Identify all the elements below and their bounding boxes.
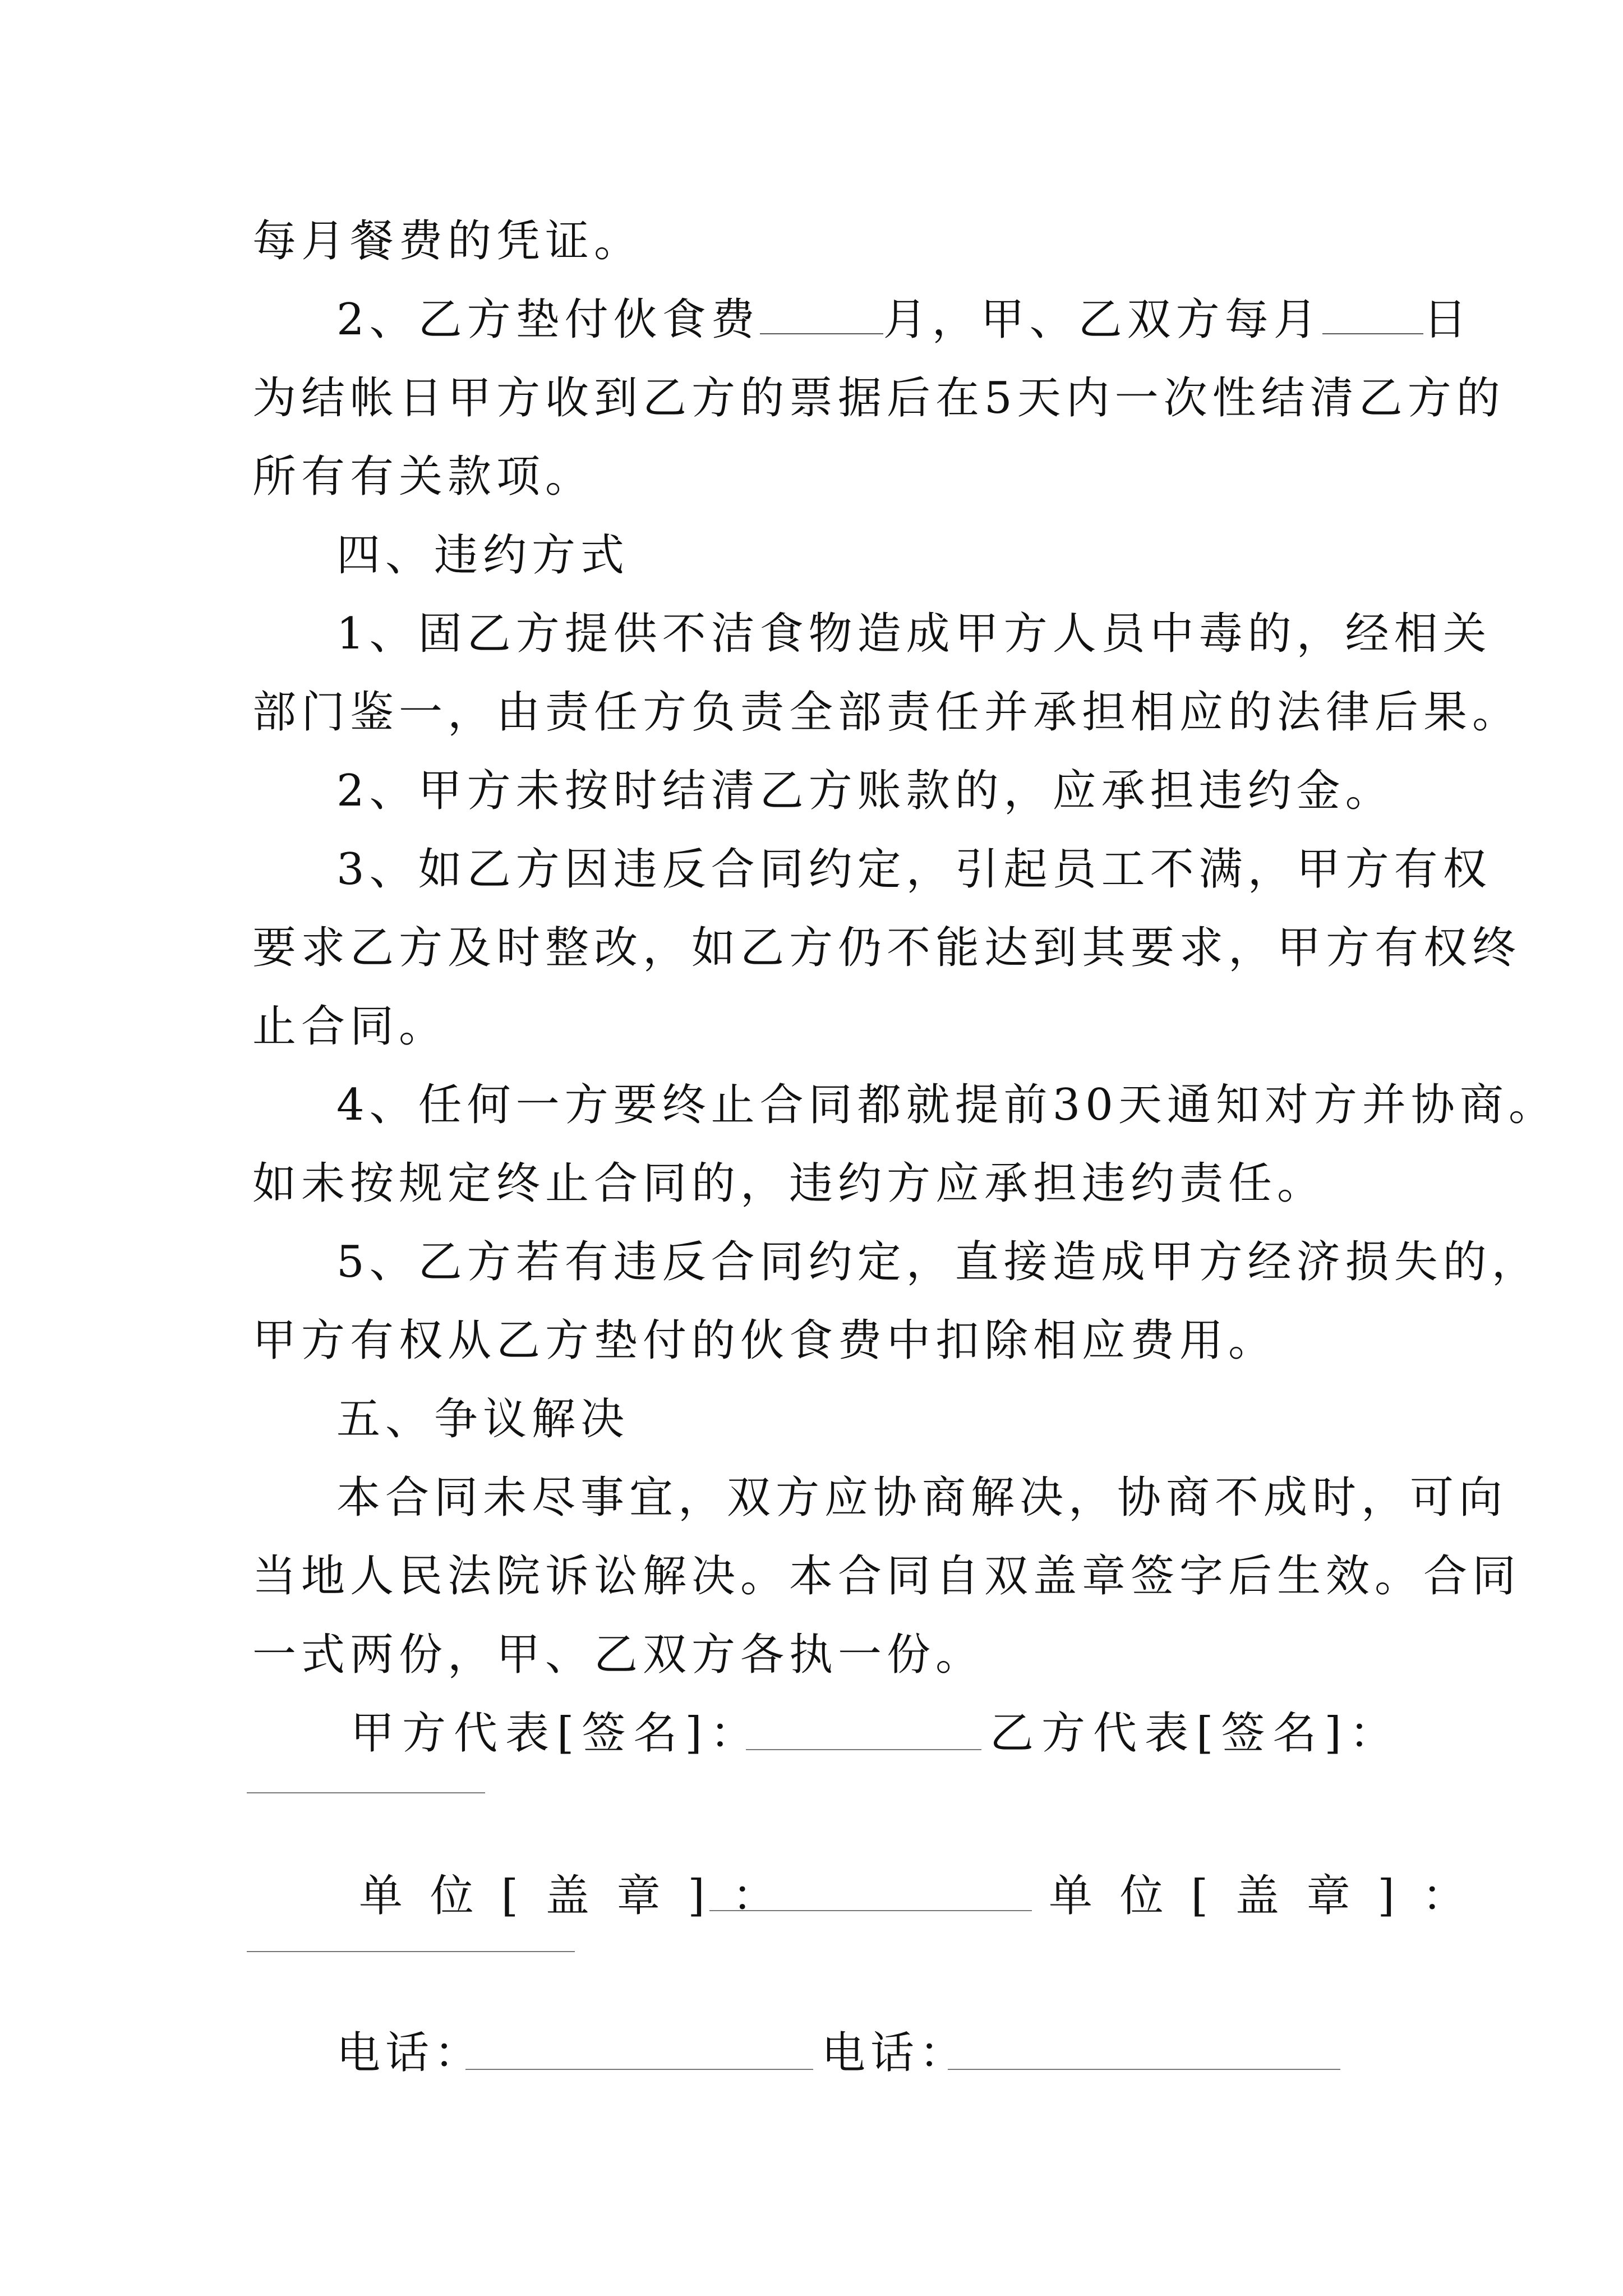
line-text: 每月餐费的凭证。: [252, 216, 643, 266]
party-b-rep-label: 乙方代表[签名]：: [990, 1708, 1401, 1759]
party-a-rep-label: 甲方代表[签名]：: [351, 1708, 762, 1759]
section-heading: [336, 1391, 629, 1447]
line-text: 如未按规定终止合同的，违约方应承担违约责任。: [252, 1158, 1326, 1209]
text-line: [252, 449, 594, 505]
line-text: 1、固乙方提供不洁食物造成甲方人员中毒的，经相关: [336, 609, 1492, 659]
text-line: [252, 1313, 1277, 1369]
line-text: 2、甲方未按时结清乙方账款的，应承担违约金。: [336, 766, 1394, 816]
text-line: [336, 292, 1472, 348]
line-text: 所有有关款项。: [252, 452, 594, 502]
party-b-unit-label: 单 位 [ 盖 章 ] ：: [1049, 1871, 1473, 1921]
text-line: [336, 1234, 1541, 1290]
text-line: [252, 213, 643, 269]
line-text: 甲方有权从乙方垫付的伙食费中扣除相应费用。: [252, 1315, 1278, 1366]
text-line: [336, 1470, 1507, 1526]
text-line: [252, 920, 1521, 976]
text-line: [252, 1548, 1521, 1604]
text-line: [252, 370, 1505, 426]
party-b-phone-label: 电话：: [822, 2028, 969, 2078]
line-text: 2、乙方垫付伙食费: [336, 295, 760, 345]
line-text: 4、任何一方要终止合同都就提前30天通知对方并协商。: [336, 1080, 1557, 1130]
fill-blank: [1322, 294, 1423, 334]
text-line: [252, 1156, 1326, 1212]
line-text: 部门鉴一，由责任方负责全部责任并承担相应的法律后果。: [252, 687, 1521, 738]
party-a-rep-signature-line: [746, 1749, 981, 1750]
line-text: 日: [1423, 295, 1472, 345]
party-b-seal-line: [247, 1951, 575, 1952]
line-text: 月，甲、乙双方每月: [883, 295, 1322, 345]
line-text: 3、如乙方因违反合同约定，引起员工不满，甲方有权: [336, 844, 1492, 895]
text-line: [336, 841, 1492, 898]
line-text: 要求乙方及时整改，如乙方仍不能达到其要求，甲方有权终: [252, 923, 1521, 973]
line-text: 5、乙方若有违反合同约定，直接造成甲方经济损失的，: [336, 1237, 1541, 1287]
text-line: [252, 684, 1521, 740]
line-text: 止合同。: [252, 1001, 448, 1052]
party-a-phone-label: 电话：: [336, 2028, 483, 2078]
line-text: 一式两份，甲、乙双方各执一份。: [252, 1630, 985, 1680]
party-a-seal-line: [709, 1910, 1032, 1911]
line-text: 当地人民法院诉讼解决。本合同自双盖章签字后生效。合同: [252, 1551, 1521, 1602]
line-text: 五、争议解决: [336, 1394, 630, 1444]
party-b-rep-signature-line: [247, 1792, 485, 1793]
party-b-phone-line: [948, 2069, 1340, 2070]
party-a-phone-line: [465, 2069, 813, 2070]
text-line: [336, 606, 1492, 662]
line-text: 为结帐日甲方收到乙方的票据后在5天内一次性结清乙方的: [252, 373, 1505, 424]
line-text: 四、违约方式: [336, 530, 630, 581]
party-a-unit-label: 单 位 [ 盖 章 ] ：: [359, 1871, 783, 1921]
section-heading: [336, 527, 629, 583]
text-line: [252, 1627, 984, 1683]
text-line: [336, 1077, 1557, 1133]
fill-blank: [760, 294, 883, 334]
text-line: [252, 999, 448, 1055]
text-line: [336, 763, 1394, 819]
line-text: 本合同未尽事宜，双方应协商解决，协商不成时，可向: [336, 1473, 1508, 1523]
